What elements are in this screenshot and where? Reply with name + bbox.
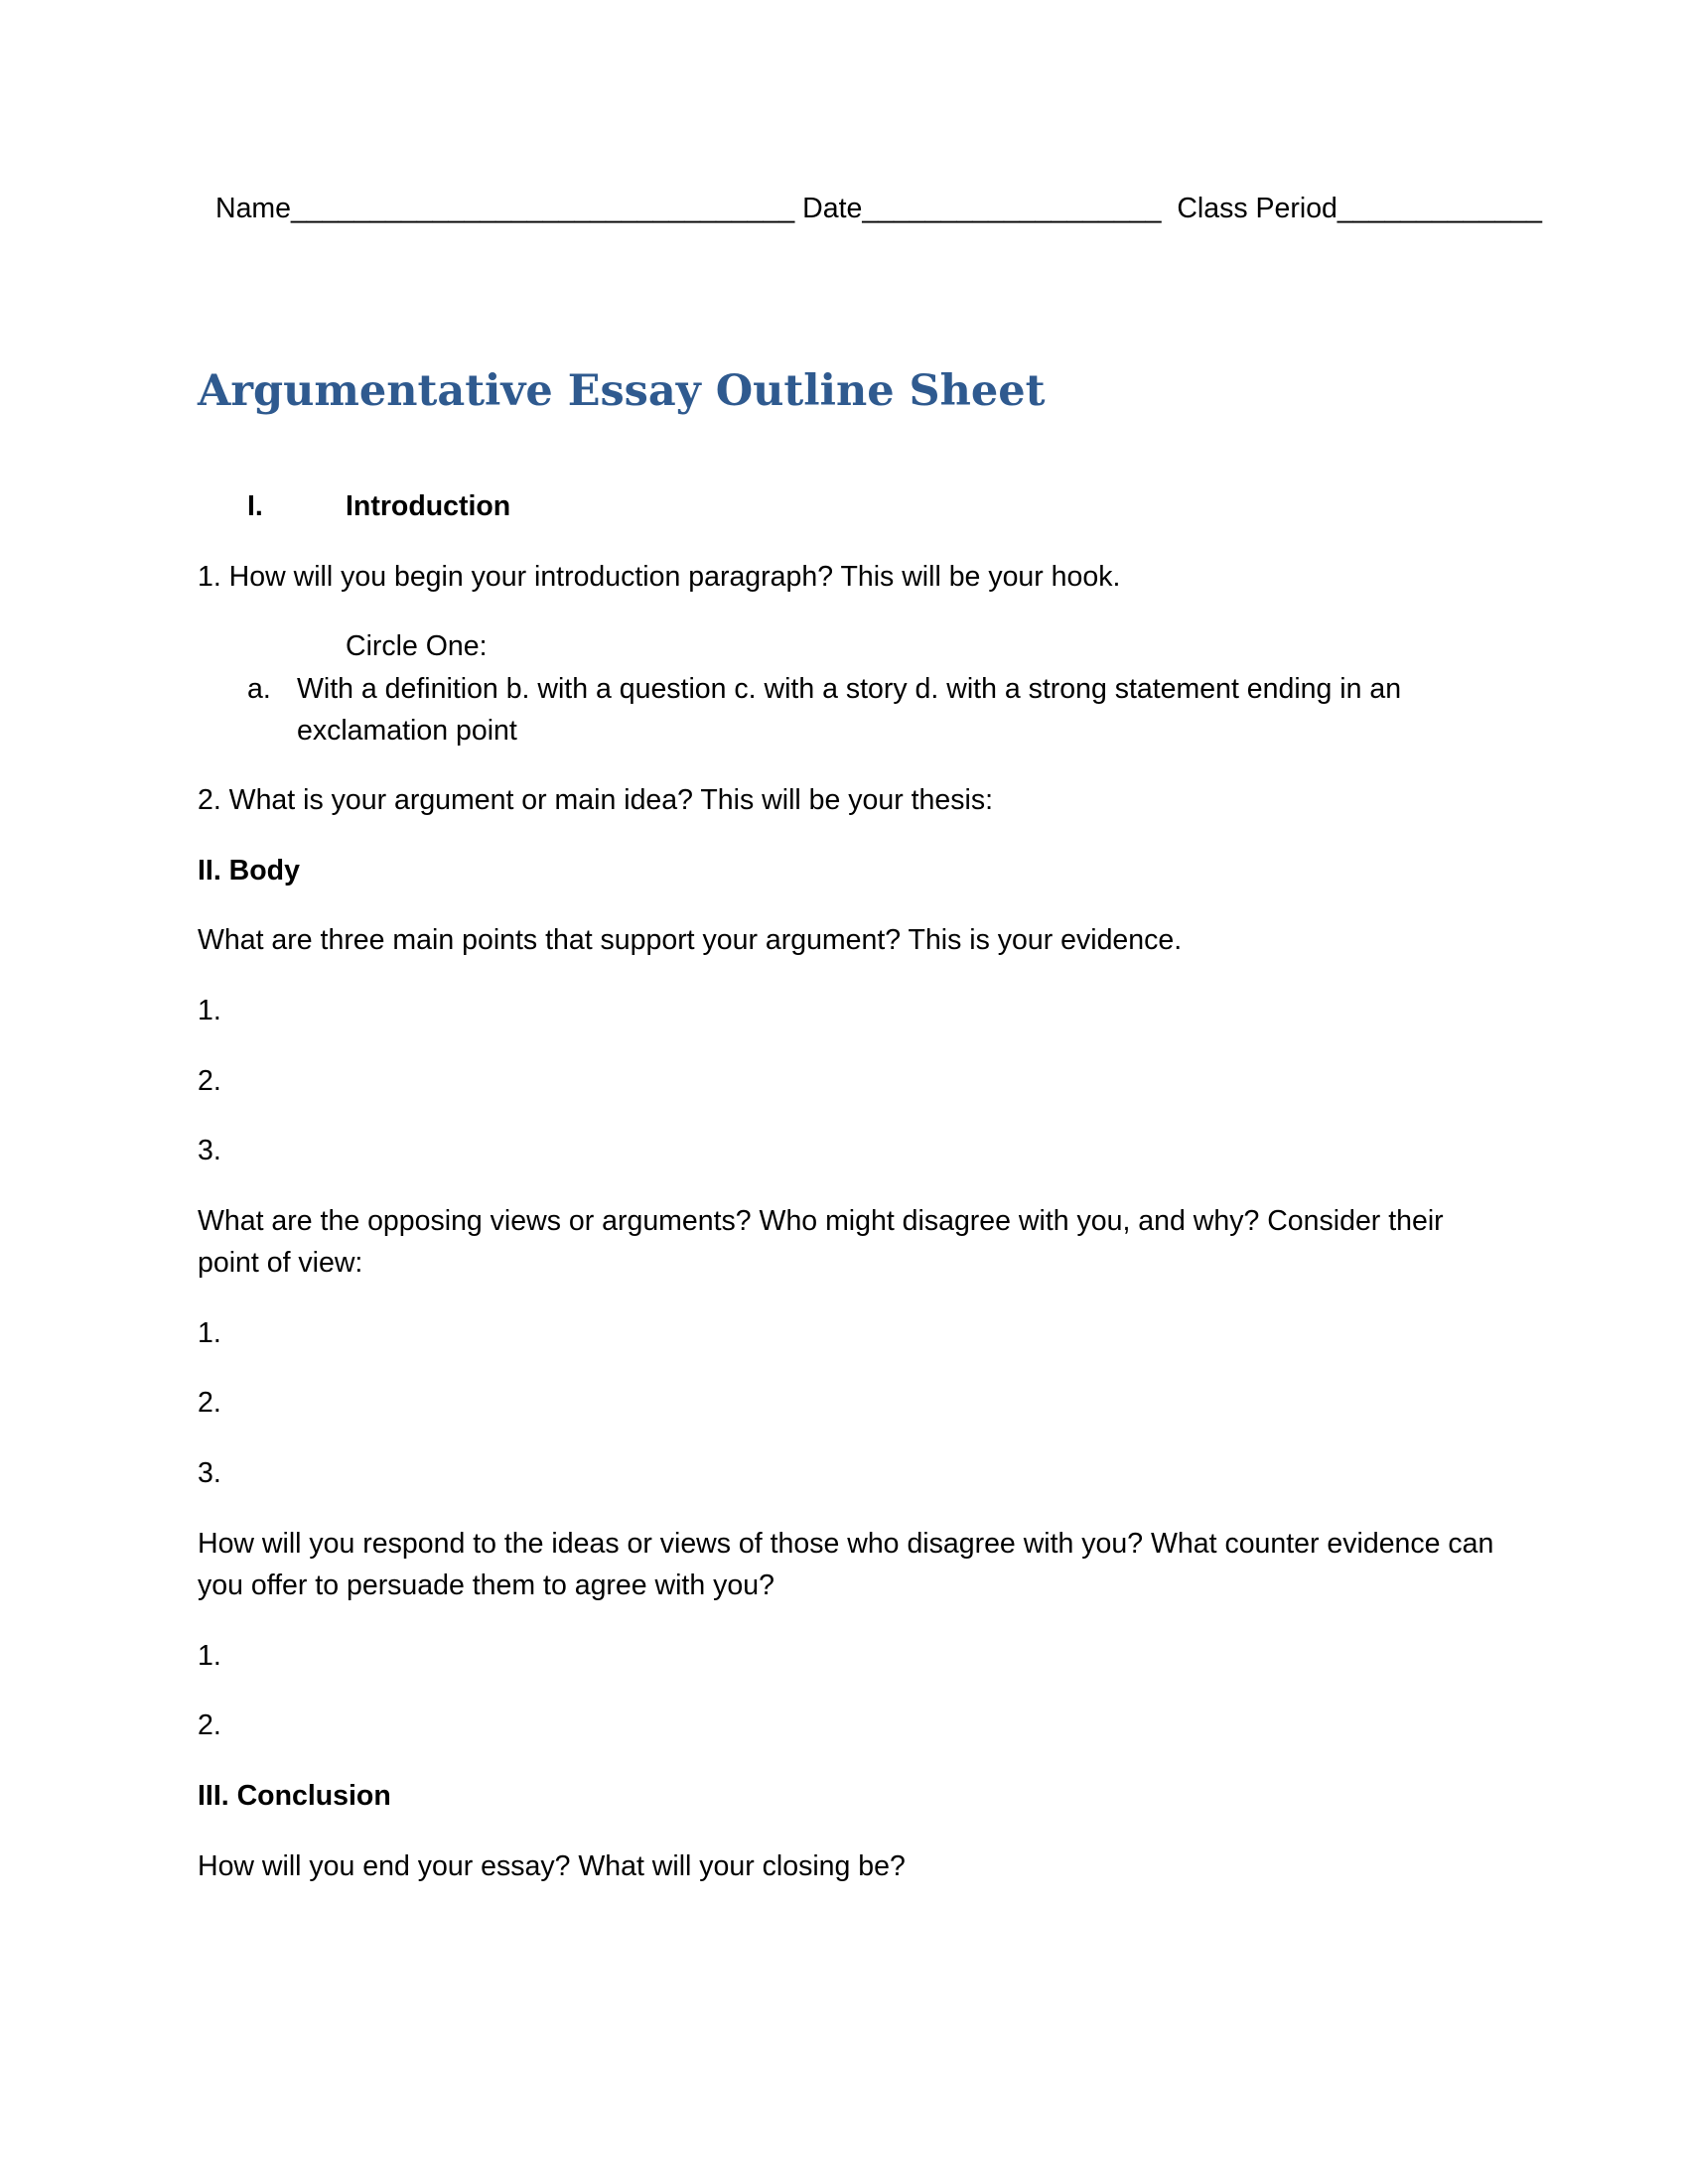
- counter-evidence-prompt: How will you respond to the ideas or views of those who disagree with you? What counter evidence can you offer to persuade them to agree with you?: [198, 1528, 1494, 1601]
- options-list-marker: a.: [247, 673, 271, 705]
- section-numeral-introduction: I.: [247, 490, 263, 522]
- opposing-item-1: 1.: [198, 1317, 221, 1349]
- section-heading-body: II. Body: [198, 855, 300, 887]
- evidence-item-2: 2.: [198, 1065, 221, 1097]
- circle-one-instruction: Circle One:: [346, 630, 488, 662]
- opposing-views-prompt: What are the opposing views or arguments? Who might disagree with you, and why? Consider their point of view:: [198, 1205, 1444, 1279]
- section-heading-conclusion: III. Conclusion: [198, 1780, 391, 1812]
- evidence-item-1: 1.: [198, 995, 221, 1026]
- intro-question-hook: 1. How will you begin your introduction paragraph? This will be your hook.: [198, 561, 1121, 593]
- evidence-item-3: 3.: [198, 1135, 221, 1166]
- counter-item-2: 2.: [198, 1709, 221, 1741]
- evidence-prompt: What are three main points that support your argument? This is your evidence.: [198, 924, 1183, 956]
- intro-question-thesis: 2. What is your argument or main idea? This will be your thesis:: [198, 784, 993, 816]
- conclusion-prompt: How will you end your essay? What will your closing be?: [198, 1850, 906, 1882]
- opposing-item-2: 2.: [198, 1387, 221, 1419]
- name-date-period-line: Name________________________________ Date___________________ Class Period_____________: [215, 193, 1542, 224]
- opposing-item-3: 3.: [198, 1457, 221, 1489]
- hook-options-text: With a definition b. with a question c. with a story d. with a strong statement ending in an exclamation point: [297, 673, 1402, 747]
- page-title: Argumentative Essay Outline Sheet: [198, 366, 1046, 416]
- section-heading-introduction: Introduction: [346, 490, 511, 522]
- counter-item-1: 1.: [198, 1640, 221, 1672]
